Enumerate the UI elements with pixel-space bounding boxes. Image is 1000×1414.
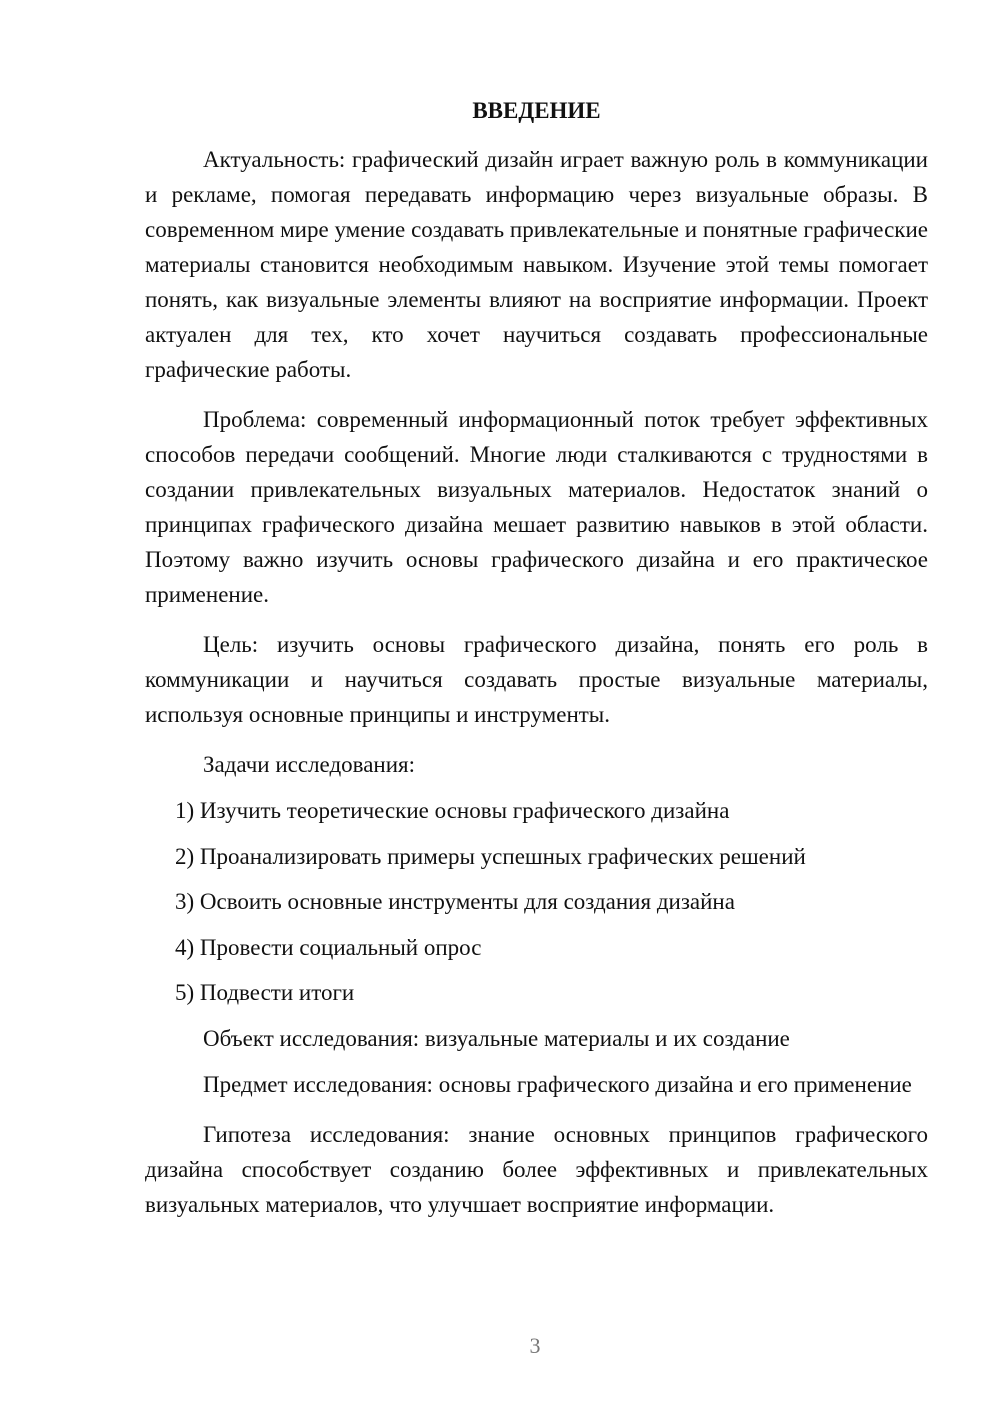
problem-paragraph: Проблема: современный информационный поток требует эффективных способов передачи сообщений. Многие люди сталкиваются с трудностями в создании привлекательных визуальных материалов. Недостаток знаний о принципах графического дизайна мешает развитию навыков в этой области. Поэтому важно изучить основы графического дизайна и его практическое применение. (145, 407, 928, 607)
relevance-paragraph: Актуальность: графический дизайн играет важную роль в коммуникации и рекламе, помогая передавать информацию через визуальные образы. В современном мире умение создавать привлекательные и понятные графические материалы становится необходимым навыком. Изучение этой темы помогает понять, как визуальные элементы влияют на восприятие информации. Проект актуален для тех, кто хочет научиться создавать профессиональные графические работы. (145, 147, 928, 382)
task-item: 3) Освоить основные инструменты для создания дизайна (175, 889, 735, 914)
tasks-list (145, 793, 928, 1010)
tasks-title: Задачи исследования: (203, 752, 416, 777)
object-paragraph: Объект исследования: визуальные материалы и их создание (203, 1025, 790, 1051)
page-number: 3 (529, 1333, 541, 1358)
page-content (145, 96, 928, 1237)
task-item: 5) Подвести итоги (175, 980, 355, 1005)
section-heading: ВВЕДЕНИЕ (472, 98, 601, 123)
subject-paragraph: Предмет исследования: основы графического дизайна и его применение (203, 1071, 912, 1097)
goal-paragraph: Цель: изучить основы графического дизайна, понять его роль в коммуникации и научиться создавать простые визуальные материалы, используя основные принципы и инструменты. (145, 632, 928, 727)
task-item: 4) Провести социальный опрос (175, 934, 482, 960)
hypothesis-paragraph: Гипотеза исследования: знание основных принципов графического дизайна способствует созданию более эффективных и привлекательных визуальных материалов, что улучшает восприятие информации. (145, 1121, 928, 1217)
task-item: 2) Проанализировать примеры успешных графических решений (175, 843, 806, 869)
task-item: 1) Изучить теоретические основы графического дизайна (175, 798, 730, 823)
